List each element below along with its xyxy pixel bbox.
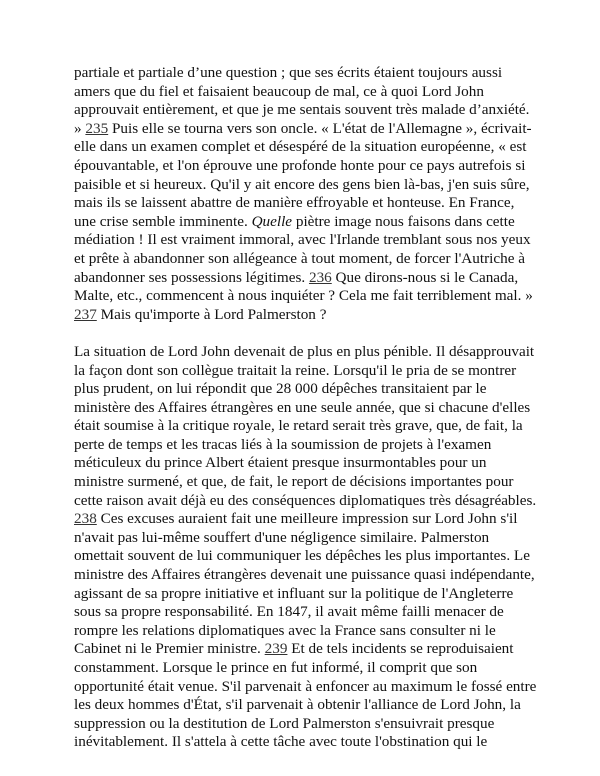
text-run: perte de temps et les tracas liés à la soumission de projets à l'examen <box>74 435 492 453</box>
text-run: Et de tels incidents se reproduisaient <box>287 640 514 658</box>
text-run: Cabinet ni le Premier ministre. <box>74 640 265 658</box>
text-line <box>74 231 552 250</box>
paragraph-gap <box>74 324 552 343</box>
text-run: était soumise à la critique royale, le retard serait très grave, que, de fait, la <box>74 417 523 435</box>
text-run: opportunité était venue. S'il parvenait à enfoncer au maximum le fossé entre <box>74 677 537 695</box>
text-line <box>74 529 552 548</box>
text-run: elle dans un examen complet et désespéré de la situation européenne, « est <box>74 138 527 156</box>
text-line <box>74 678 552 697</box>
text-line <box>74 343 552 362</box>
emphasis-text: Quelle <box>251 212 293 230</box>
text-run: une crise semble imminente. <box>74 212 252 230</box>
text-run: » <box>74 119 86 137</box>
text-run: mais ils se laissent abattre de manière effroyable et honteuse. En France, <box>74 194 515 212</box>
text-line <box>74 213 552 232</box>
text-run: Mais qu'importe à Lord Palmerston ? <box>96 305 327 323</box>
text-run: approuvait entièrement, et que je me sentais souvent très malade d’anxiété. <box>74 101 530 119</box>
text-line <box>74 659 552 678</box>
text-line <box>74 101 552 120</box>
text-line <box>74 547 552 566</box>
document-page <box>74 64 552 752</box>
text-line <box>74 138 552 157</box>
footnote-link[interactable]: 236 <box>308 268 332 286</box>
text-run: plus prudent, on lui répondit que 28 000 dépêches transitaient par le <box>74 380 487 398</box>
text-line <box>74 454 552 473</box>
paragraph <box>74 64 552 324</box>
text-line <box>74 306 552 325</box>
text-line <box>74 622 552 641</box>
text-run: amers que du fiel et faisaient beaucoup de mal, ce à quoi Lord John <box>74 82 484 100</box>
text-run: ministre des Affaires étrangères devenait une puissance quasi indépendante, <box>74 566 535 584</box>
text-line <box>74 640 552 659</box>
text-line <box>74 194 552 213</box>
text-run: médiation ! Il est vraiment immoral, avec l'Irlande tremblant sous nos yeux <box>74 231 531 249</box>
footnote-link[interactable]: 235 <box>85 119 109 137</box>
footnote-link[interactable]: 237 <box>74 305 97 323</box>
text-run: partiale et partiale d’une question ; que ses écrits étaient toujours aussi <box>74 64 503 81</box>
text-run: Puis elle se tourna vers son oncle. « L'état de l'Allemagne », écrivait- <box>108 119 532 137</box>
text-line <box>74 510 552 529</box>
text-line <box>74 473 552 492</box>
text-run: Ces excuses auraient fait une meilleure impression sur Lord John s'il <box>96 510 518 528</box>
text-line <box>74 417 552 436</box>
text-line <box>74 603 552 622</box>
text-run: paisible et si heureux. Qu'il y ait encore des gens bien là-bas, j'en suis sûre, <box>74 175 530 193</box>
text-line <box>74 436 552 455</box>
text-run: abandonner ses possessions légitimes. <box>74 268 309 286</box>
text-run: constamment. Lorsque le prince en fut informé, il comprit que son <box>74 659 478 676</box>
text-line <box>74 399 552 418</box>
text-run: suppression ou la destitution de Lord Palmerston s'ensuivrait presque <box>74 714 495 732</box>
text-line <box>74 585 552 604</box>
text-run: les deux hommes d'État, s'il parvenait à obtenir l'alliance de Lord John, la <box>74 696 521 714</box>
text-run: agissant de sa propre initiative et influant sur la politique de l'Angleterre <box>74 584 514 602</box>
text-line <box>74 492 552 511</box>
text-run: sous sa propre responsabilité. En 1847, il avait même failli menacer de <box>74 603 504 621</box>
text-line <box>74 250 552 269</box>
text-run: épouvantable, et l'on éprouve une profonde honte pour ce pays autrefois si <box>74 156 526 174</box>
text-line <box>74 157 552 176</box>
text-run: La situation de Lord John devenait de plus en plus pénible. Il désapprouvait <box>74 342 535 360</box>
footnote-link[interactable]: 239 <box>264 640 288 658</box>
text-line <box>74 83 552 102</box>
text-run: méticuleux du prince Albert étaient presque insurmontables pour un <box>74 454 487 472</box>
text-run: omettait souvent de lui communiquer les dépêches les plus importantes. Le <box>74 547 530 565</box>
text-run: ministre surmené, et que, de fait, le report de décisions importantes pour <box>74 473 514 491</box>
text-line <box>74 269 552 288</box>
text-run: ministère des Affaires étrangères en une seule année, que si chacune d'elles <box>74 398 531 416</box>
text-line <box>74 120 552 139</box>
text-line <box>74 696 552 715</box>
text-line <box>74 176 552 195</box>
text-line <box>74 715 552 734</box>
text-line <box>74 287 552 306</box>
text-run: piètre image nous faisons dans cette <box>292 212 515 230</box>
text-line <box>74 64 552 83</box>
text-run: la façon dont son collègue traitait la reine. Lorsqu'il le pria de se montrer <box>74 361 517 379</box>
text-line <box>74 566 552 585</box>
text-run: n'avait pas lui-même souffert d'une négligence similaire. Palmerston <box>74 528 490 546</box>
text-run: Malte, etc., commencent à nous inquiéter ? Cela me fait terriblement mal. » <box>74 287 533 305</box>
text-line <box>74 380 552 399</box>
text-run: inévitablement. Il s'attela à cette tâche avec toute l'obstination qui le <box>74 733 488 751</box>
text-run: Que dirons-nous si le Canada, <box>331 268 519 286</box>
footnote-link[interactable]: 238 <box>74 510 97 528</box>
text-run: cette raison avait déjà eu des conséquences diplomatiques très désagréables. <box>74 491 537 509</box>
text-run: rompre les relations diplomatiques avec la France sans consulter ni le <box>74 621 496 639</box>
paragraph <box>74 343 552 752</box>
text-line <box>74 733 552 752</box>
text-run: et prête à abandonner son allégeance à tout moment, de forcer l'Autriche à <box>74 249 525 267</box>
text-line <box>74 362 552 381</box>
